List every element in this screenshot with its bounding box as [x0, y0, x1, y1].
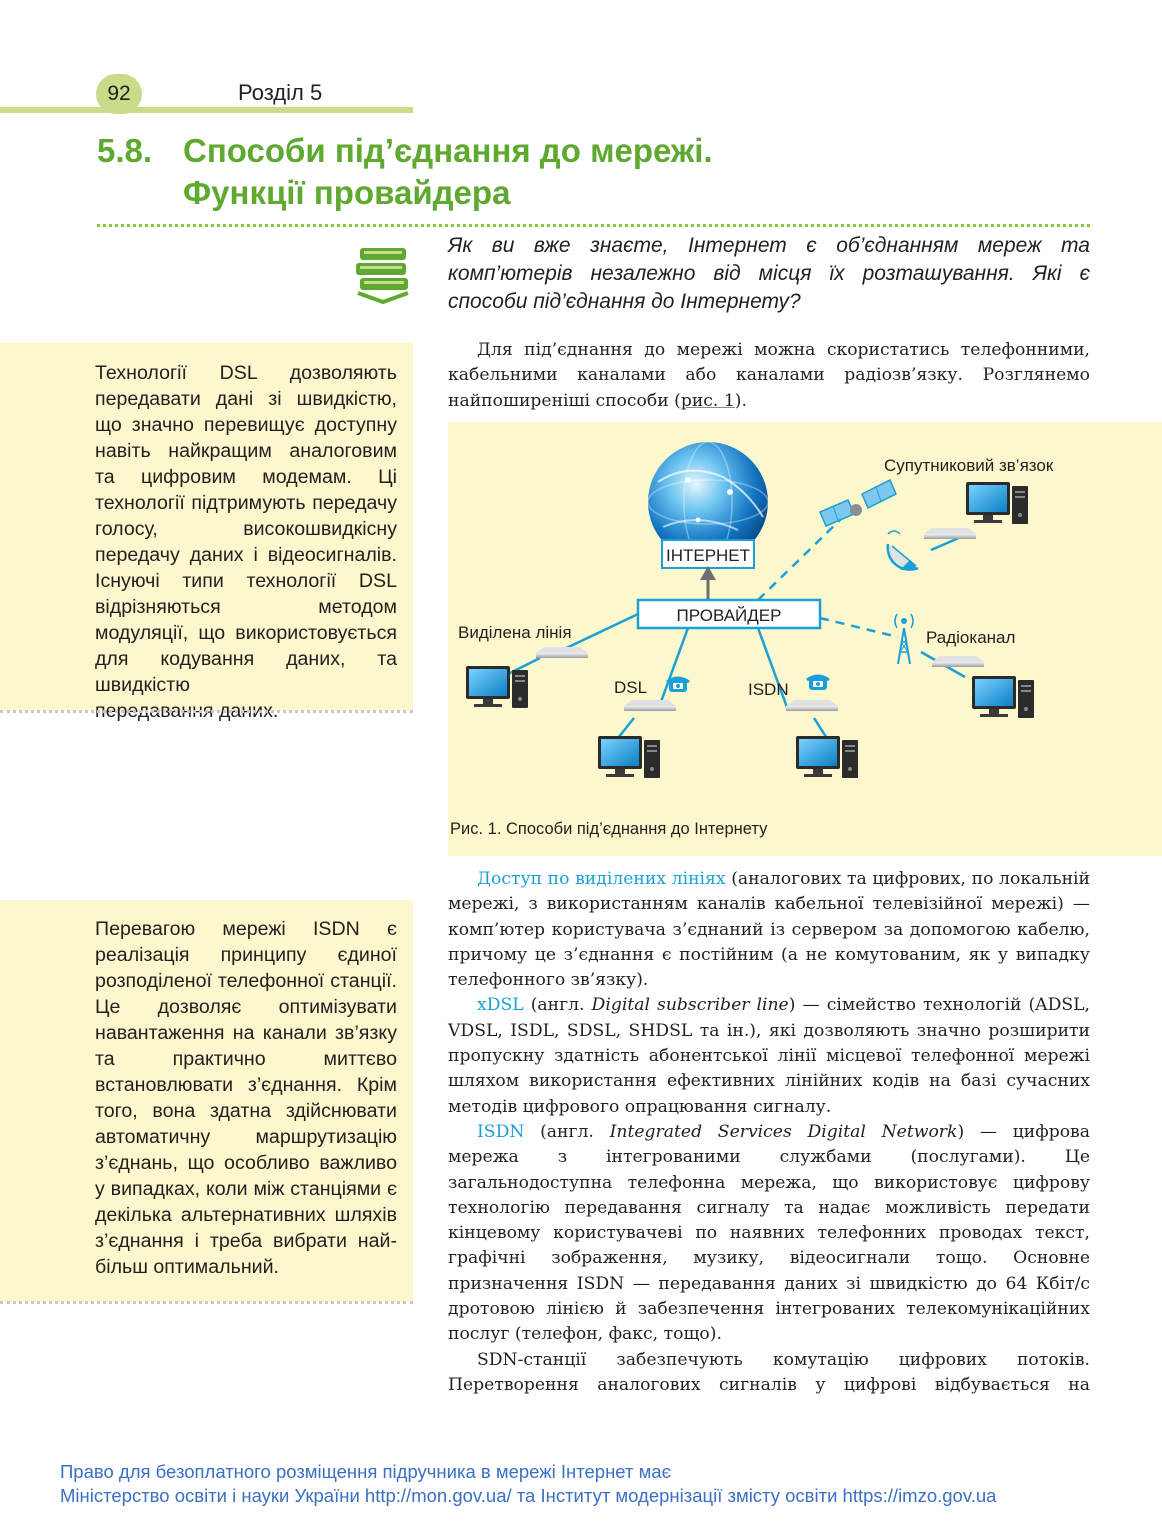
- paragraph-connection-ways: Для під’єднання до мережі можна скористатись телефонними, кабельними каналами або каналами радіозв’язку. Розглянемо найпоширеніші способи (рис. 1).: [448, 340, 1090, 411]
- footer-line-2[interactable]: Міністерство освіти і науки України http://mon.gov.ua/ та Інститут модернізації змісту освіти https://imzo.gov.ua: [60, 1485, 997, 1506]
- computer-icon: [466, 666, 528, 708]
- figure-caption: Рис. 1. Способи під’єднання до Інтернету: [450, 820, 768, 838]
- modem-icon: [536, 647, 588, 658]
- title-line-1: Способи під’єднання до мережі.: [183, 132, 713, 169]
- page-number: 92: [96, 74, 142, 114]
- footer-notice: [60, 1460, 1160, 1508]
- paragraph-leased-lines: Доступ по виділених лініях (аналогових та цифрових, по локальній мережі, з використанням каналів кабельної телевізійної мережі) — комп’ютер користувача з’єднаний із сервером за допомогою кабелю, причому це з’єднання є постійним (а не комутованим, як у випадку телефонного зв’язку).: [448, 869, 1091, 991]
- modem-icon: [924, 528, 976, 539]
- label-dsl: DSL: [614, 678, 648, 697]
- satellite-icon: [820, 480, 896, 526]
- term-isdn: ISDN: [477, 1121, 525, 1142]
- sidebar-note-dsl-text: Технології DSL дозволяють передавати дані зі швидкістю, що значно перевищує доступну навіть найкращим аналоговим та цифровим модемам. Ці технології підтримують передачу голосу, високошвидкісну передачу даних і відеосигналів. Існуючі типи технології DSL відрізняються методом модуляції, що використовується для кодування даних, та швидкістю: [95, 362, 397, 696]
- label-satellite: Супутниковий зв’язок: [884, 456, 1054, 475]
- intro-question: Як ви вже знаєте, Інтернет є об’єднанням мереж та комп’ютерів незалежно від місця їх розташування. Які є способи під’єднання до Інтернету?: [448, 234, 1090, 313]
- books-icon: [352, 246, 414, 304]
- sidebar-divider: [0, 710, 413, 713]
- modem-icon: [624, 700, 676, 711]
- header-rule: [0, 107, 413, 113]
- phone-icon: [667, 678, 689, 692]
- section-label: Розділ 5: [238, 80, 323, 105]
- sidebar-note-isdn-text: Перевагою мережі ISDN є реалізація принципу єдиної розподіленої телефонної станції. Це дозволяє оптимізувати навантаження на канали зв’язку та практично миттєво встановлювати з’єднання. Крім того, вона здатна здійснювати автоматичну маршрутизацію з’єднань, що особливо важливо у випадках, коли між станціями є декілька альтернативних шляхів з’єднання і треба вибрати най-: [95, 918, 397, 1252]
- paragraph-sdn: SDN-станції забезпечують комутацію цифрових потоків. Перетворення аналогових сигналів у цифрові відбувається на: [448, 1349, 1090, 1395]
- figure-connection-diagram: [448, 422, 1162, 856]
- paragraph-isdn: ISDN (англ. Integrated Services Digital Network) — цифрова мережа з інтегрованими службами (послугами). Це загальнодоступна телефонна мережа, що використовує цифрову технологію передавання сигналу та надає можливість передати кінцевому користувачеві по наявних телефонних проводах текст, графічні зображення, музику, відеосигнали тощо. Основне призначення ISDN — передавання даних зі швидкістю до 64 Кбіт/с дротовою лінією й забезпечення інтегрованих телекомунікаційних послуг (телефон, факс, тощо).: [448, 1121, 1090, 1345]
- sidebar-note-dsl-last: передавання даних.: [95, 700, 279, 722]
- computer-icon: [598, 736, 660, 778]
- title-divider: [97, 224, 1090, 227]
- satellite-dish-icon: [888, 531, 918, 570]
- sidebar-divider: [0, 1301, 413, 1304]
- label-provider: ПРОВАЙДЕР: [676, 606, 782, 625]
- figure-reference-link[interactable]: рис. 1: [680, 390, 735, 411]
- sidebar-note-isdn-last: більш оптимальний.: [95, 1256, 279, 1278]
- footer-line-1: Право для безоплатного розміщення підручника в мережі Інтернет має: [60, 1461, 672, 1482]
- label-internet: ІНТЕРНЕТ: [665, 546, 751, 565]
- computer-icon: [796, 736, 858, 778]
- label-radio: Радіоканал: [926, 628, 1016, 647]
- label-isdn: ISDN: [748, 680, 789, 699]
- computer-icon: [972, 676, 1034, 718]
- sidebar-note-isdn: [0, 900, 413, 1302]
- sidebar-note-dsl: [0, 343, 413, 722]
- phone-icon: [807, 676, 829, 690]
- modem-icon: [932, 656, 984, 667]
- paragraph-xdsl: xDSL (англ. Digital subscriber line) — сімейство технологій (ADSL, VDSL, ISDL, SDSL, SHDSL та ін.), які дозволяють значно розширити пропускну здатність абонентської лінії місцевої телефонної мережі шляхом використання ефективних лінійних кодів на базі сучасних методів цифрового опрацювання сигналу.: [448, 995, 1090, 1117]
- title-number: 5.8.: [97, 132, 153, 169]
- main-text: [448, 867, 1090, 1398]
- label-leased-line: Виділена лінія: [458, 623, 572, 642]
- title-line-2: Функції провайдера: [183, 174, 511, 211]
- term-leased-lines: Доступ по виділених лініях: [477, 869, 726, 889]
- computer-icon: [966, 482, 1028, 524]
- term-xdsl: xDSL: [477, 995, 524, 1016]
- radio-tower-icon: [895, 614, 913, 664]
- modem-icon: [786, 700, 838, 711]
